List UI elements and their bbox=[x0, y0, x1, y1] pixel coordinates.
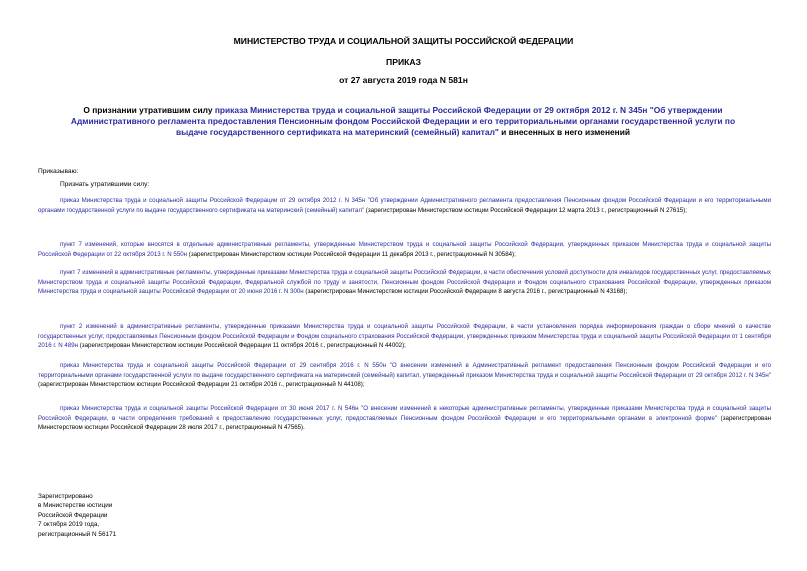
doc-type-heading: ПРИКАЗ bbox=[386, 57, 421, 67]
doc-date: от 27 августа 2019 года N 581н bbox=[339, 75, 468, 85]
item-text: (зарегистрирован Министерством юстиции Российской Федерации 21 октября 2016 г., регистрационный N 44108); bbox=[38, 381, 365, 388]
registration-line: в Министерстве юстиции bbox=[38, 502, 113, 510]
registration-line: 7 октября 2019 года, bbox=[38, 521, 100, 529]
list-item bbox=[38, 240, 771, 259]
list-item bbox=[38, 196, 771, 215]
list-item bbox=[38, 268, 771, 297]
list-item bbox=[38, 322, 771, 351]
item-link[interactable]: пункт 7 изменений в административные регламенты, утвержденные приказами Министерства труда и социальной защиты Российской Федерации, в части обеспечения условий доступности для инвалидов государственных услуг, предоставляемых Министерством труда и социальной защиты Российской Федерации, Федеральной службой по труду и занятости, Пенсионным фондом Российской Федерации и Фондом социального страхования Российской Федерации, утвержденных приказом Министерства труда и социальной защиты Российской Федерации от 20 июня 2016 г. N 300н bbox=[38, 269, 771, 295]
recognize-text: Признать утратившими силу: bbox=[60, 181, 150, 188]
title-link[interactable]: приказа Министерства труда и социальной защиты Российской Федерации от 29 октября 2012 г. N 345н "Об утверждении Административного регламента предоставления Пенсионным фондом Российской Федерации и его территориальными органами государственной услуги по выдаче государственного сертификата на материнский (семейный) капитал" bbox=[70, 105, 736, 138]
item-link[interactable]: приказ Министерства труда и социальной защиты Российской Федерации от 29 сентября 2016 г. N 550н "О внесении изменений в Административный регламент предоставления Пенсионным фондом Российской Федерации и его территориальными органами государственной услуги по выдаче государственного сертификата на материнский (семейный) капитал, утвержденный приказом Министерства труда и социальной защиты Российской Федерации от 29 октября 2012 г. N 345н" bbox=[38, 362, 771, 379]
list-item bbox=[38, 361, 771, 390]
item-text: (зарегистрирован Министерством юстиции Российской Федерации 8 августа 2016 г., регистрационный N 43168); bbox=[303, 288, 628, 295]
document-title bbox=[58, 105, 748, 139]
title-suffix: и внесенных в него изменений bbox=[498, 127, 631, 138]
item-link[interactable]: приказ Министерства труда и социальной защиты Российской Федерации от 30 июня 2017 г. N 546н "О внесении изменений в некоторые административные регламенты, утвержденные приказами Министерства труда и социальной защиты Российской Федерации, в части определения требований к предоставлению государственных услуг, предоставляемых Пенсионным фондом Российской Федерации и его территориальными органами в электронной форме" bbox=[38, 405, 771, 422]
item-text: (зарегистрирован Министерством юстиции Российской Федерации 11 октября 2016 г., регистрационный N 44002); bbox=[78, 342, 406, 349]
item-link[interactable]: приказ Министерства труда и социальной защиты Российской Федерации от 29 октября 2012 г. N 345н "Об утверждении Административного регламента предоставления Пенсионным фондом Российской Федерации и его территориальными органами государственной услуги по выдаче государственного сертификата на материнский (семейный) капитал" bbox=[38, 197, 771, 214]
item-text: (зарегистрирован Министерством юстиции Российской Федерации 28 июля 2017 г., регистрационный N 47565). bbox=[38, 414, 771, 431]
item-text: (зарегистрирован Министерством юстиции Российской Федерации 11 декабря 2013 г., регистрационный N 30584); bbox=[187, 250, 516, 258]
item-link[interactable]: пункт 7 изменений, которые вносятся в отдельные административные регламенты, утвержденные Министерством труда и социальной защиты Российской Федерации, утвержденных приказом Министерства труда и социальной защиты Российской Федерации от 22 октября 2013 г. N 550н bbox=[38, 241, 771, 258]
item-link[interactable]: пункт 2 изменений в административные регламенты, утвержденные приказами Министерства труда и социальной защиты Российской Федерации, в части установления порядка информирования граждан о сборе мнений о качестве государственных услуг, предоставляемых Пенсионным фондом Российской Федерации и Фондом социального страхования Российской Федерации, утвержденных приказом Министерства труда и социальной защиты Российской Федерации от 1 сентября 2016 г. N 489н bbox=[38, 323, 771, 349]
ministry-heading: МИНИСТЕРСТВО ТРУДА И СОЦИАЛЬНОЙ ЗАЩИТЫ РОССИЙСКОЙ ФЕДЕРАЦИИ bbox=[233, 36, 574, 46]
registration-line: регистрационный N 56171 bbox=[38, 530, 117, 538]
registration-line: Зарегистрировано bbox=[38, 493, 93, 500]
title-prefix: О признании утратившим силу bbox=[83, 105, 215, 115]
order-word: Приказываю: bbox=[38, 168, 79, 175]
registration-block bbox=[38, 492, 116, 539]
list-item bbox=[38, 404, 771, 433]
registration-line: Российской Федерации bbox=[38, 511, 108, 519]
item-text: (зарегистрирован Министерством юстиции Российской Федерации 12 марта 2013 г., регистрационный N 27615); bbox=[364, 206, 687, 214]
